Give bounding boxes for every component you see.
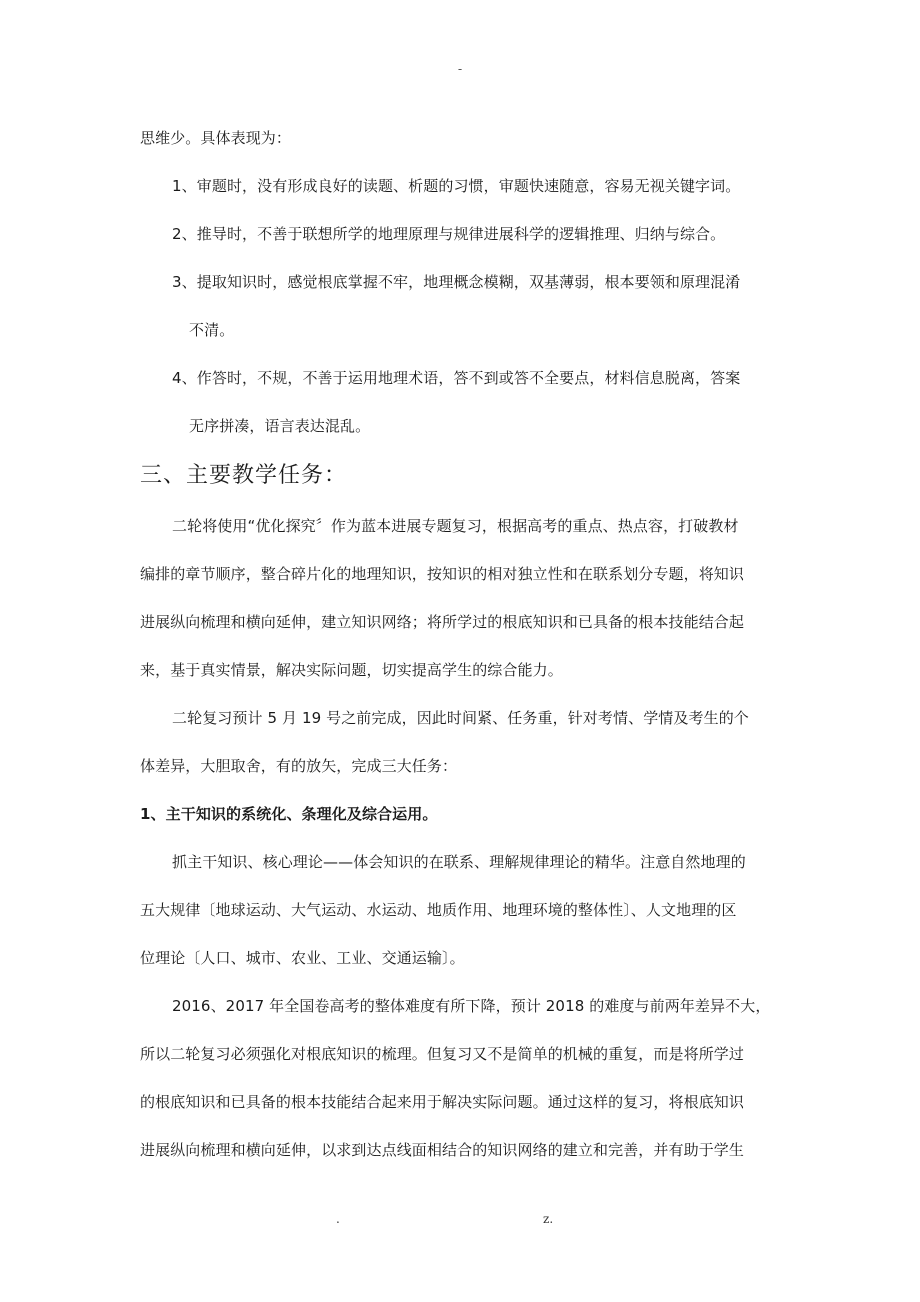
section-heading: 三、主要教学任务： bbox=[140, 463, 348, 488]
paragraph-line: 思维少。具体表现为： bbox=[140, 129, 292, 147]
list-item-2: 2、推导时，不善于联想所学的地理原理与规律进展科学的逻辑推理、归纳与综合。 bbox=[172, 225, 726, 243]
list-item-1: 1、审题时，没有形成良好的读题、析题的习惯，审题快速随意，容易无视关键字词。 bbox=[172, 177, 741, 195]
paragraph-line: 进展纵向梳理和横向延伸，以求到达点线面相结合的知识网络的建立和完善，并有助于学生 bbox=[140, 1141, 745, 1159]
footer-left-mark: . bbox=[336, 1212, 340, 1226]
paragraph-line: 编排的章节顺序，整合碎片化的地理知识，按知识的相对独立性和在联系划分专题，将知识 bbox=[140, 565, 745, 583]
footer-right-mark: z. bbox=[543, 1212, 554, 1226]
paragraph-line: 二轮将使用“优化探究〞作为蓝本进展专题复习，根据高考的重点、热点容，打破教材 bbox=[172, 517, 739, 535]
paragraph-line: 位理论〔人口、城市、农业、工业、交通运输〕。 bbox=[140, 949, 465, 967]
header-mark: - bbox=[457, 62, 463, 76]
document-body bbox=[140, 114, 782, 1174]
subheading: 1、主干知识的系统化、条理化及综合运用。 bbox=[140, 805, 438, 823]
paragraph-line: 体差异，大胆取舍，有的放矢，完成三大任务： bbox=[140, 757, 458, 775]
list-item-4: 4、作答时，不规，不善于运用地理术语，答不到或答不全要点，材料信息脱离，答案 bbox=[172, 369, 741, 387]
paragraph-line: 二轮复习预计 5 月 19 号之前完成，因此时间紧、任务重，针对考情、学情及考生的个 bbox=[172, 709, 749, 727]
list-item-3-cont: 不清。 bbox=[189, 321, 235, 339]
paragraph-line: 来，基于真实情景，解决实际问题，切实提高学生的综合能力。 bbox=[140, 661, 563, 679]
paragraph-line: 所以二轮复习必须强化对根底知识的梳理。但复习又不是简单的机械的重复，而是将所学过 bbox=[140, 1045, 745, 1063]
paragraph-line: 抓主干知识、核心理论——体会知识的在联系、理解规律理论的精华。注意自然地理的 bbox=[172, 853, 746, 871]
list-item-3: 3、提取知识时，感觉根底掌握不牢，地理概念模糊，双基薄弱，根本要领和原理混淆 bbox=[172, 273, 741, 291]
paragraph-line: 五大规律〔地球运动、大气运动、水运动、地质作用、地理环境的整体性〕、人文地理的区 bbox=[140, 901, 737, 919]
paragraph-line: 2016、2017 年全国卷高考的整体难度有所下降，预计 2018 的难度与前两年差异不大， bbox=[172, 997, 771, 1015]
paragraph-line: 进展纵向梳理和横向延伸，建立知识网络；将所学过的根底知识和已具备的根本技能结合起 bbox=[140, 613, 745, 631]
list-item-4-cont: 无序拼凑，语言表达混乱。 bbox=[189, 417, 371, 435]
paragraph-line: 的根底知识和已具备的根本技能结合起来用于解决实际问题。通过这样的复习，将根底知识 bbox=[140, 1093, 745, 1111]
